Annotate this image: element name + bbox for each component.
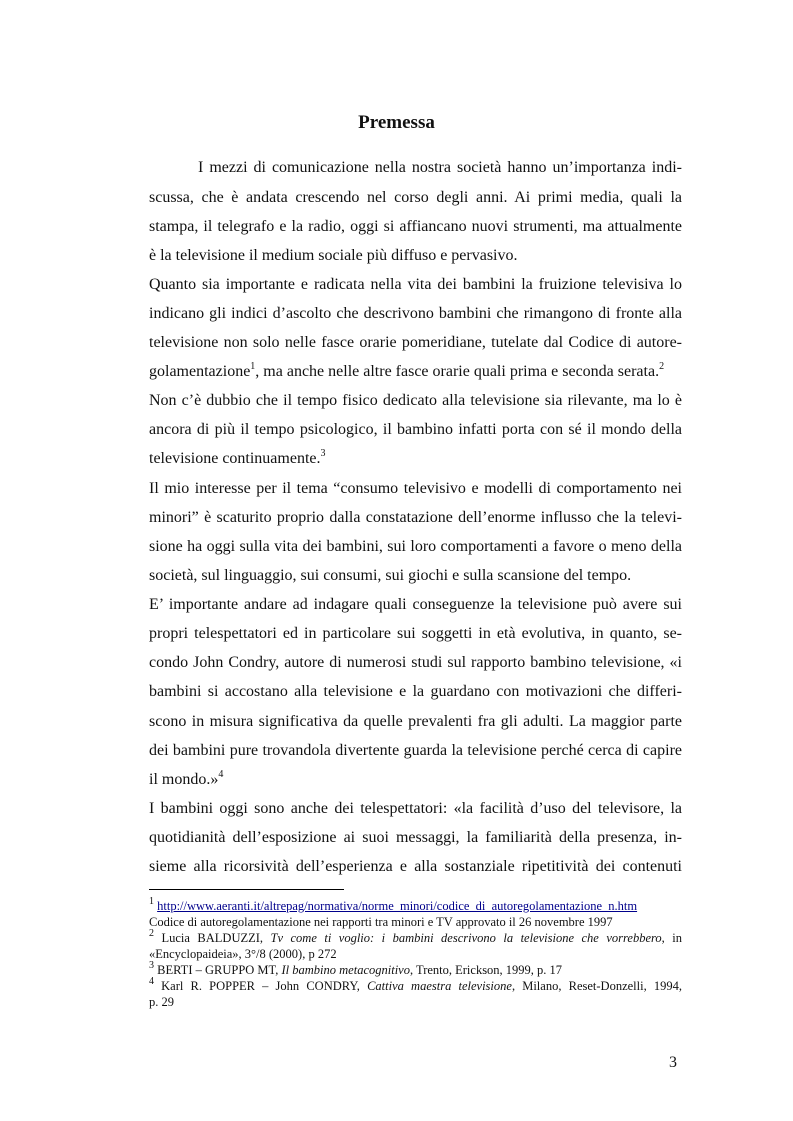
footnote-2 <box>149 927 682 946</box>
page-number: 3 <box>669 1054 677 1071</box>
body-line: società, sul linguaggio, sui consumi, sui giochi e sulla scansione del tempo. <box>149 567 632 584</box>
footnote-ref: 1 <box>250 360 256 372</box>
footnote-1 <box>149 895 682 914</box>
footnote-ref: 2 <box>659 360 665 372</box>
body-line: scono in misura significativa da quelle prevalenti fra gli adulti. La maggior parte <box>149 713 682 730</box>
body-line <box>149 448 682 470</box>
body-line: E’ importante andare ad indagare quali conseguenze la televisione può avere sui <box>149 596 682 613</box>
body-line: è la televisione il medium sociale più diffuso e pervasivo. <box>149 247 518 264</box>
footnote-3 <box>149 959 682 978</box>
body-line: sieme alla ricorsività dell’esperienza e alla sostanziale ripetitività dei contenuti <box>149 858 682 875</box>
body-line: stampa, il telegrafo e la radio, oggi si affiancano nuovi strumenti, ma attualmente <box>149 218 682 235</box>
footnote-ref: 4 <box>218 768 224 780</box>
text-run: , Trento, Erickson, 1999, p. 17 <box>409 963 563 977</box>
footnote-2-cont: «Encyclopaideia», 3°/8 (2000), p 272 <box>149 947 337 961</box>
text-run: Lucia BALDUZZI, <box>161 931 271 945</box>
footnote-1-text: Codice di autoregolamentazione nei rapporti tra minori e TV approvato il 26 novembre 1997 <box>149 915 613 929</box>
body-line: televisione non solo nelle fasce orarie pomeridiane, tutelate dal Codice di autore- <box>149 334 682 351</box>
body-line <box>149 769 682 791</box>
footnote-separator <box>149 889 344 890</box>
body-line: condo John Condry, autore di numerosi studi sul rapporto bambino televisione, «i <box>149 654 682 671</box>
footnote-number: 2 <box>149 927 154 939</box>
body-line: sione ha oggi sulla vita dei bambini, sui loro comportamenti a favore o meno della <box>149 538 682 555</box>
text-run: BERTI – GRUPPO MT, <box>157 963 282 977</box>
body-line: scussa, che è andata crescendo nel corso degli anni. Ai primi media, quali la <box>149 189 682 206</box>
footnote-link[interactable]: http://www.aeranti.it/altrepag/normativa/norme_minori/codice_di_autoregolamentazione_n.htm <box>157 899 638 913</box>
text-run-italic: Tv come ti voglio: i bambini descrivono la televisione che vorrebbero <box>270 931 662 945</box>
text-run: , Milano, Reset-Donzelli, 1994, <box>511 979 682 993</box>
text-run: golamentazione <box>149 363 251 380</box>
body-line: indicano gli indici d’ascolto che descrivono bambini che rimangono di fronte alla <box>149 305 682 322</box>
footnote-number: 1 <box>149 895 154 907</box>
body-line: dei bambini pure trovandola divertente guarda la televisione perché cerca di capire <box>149 742 682 759</box>
footnote-number: 4 <box>149 975 154 987</box>
body-line: quotidianità dell’esposizione ai suoi messaggi, la familiarità della presenza, in- <box>149 829 682 846</box>
page-title: Premessa <box>358 112 435 133</box>
footnote-4-cont: p. 29 <box>149 995 174 1009</box>
text-run-italic: Il bambino metacognitivo <box>281 963 410 977</box>
footnote-4 <box>149 975 682 994</box>
body-line <box>149 361 682 383</box>
text-run: , in <box>661 931 682 945</box>
body-line: propri telespettatori ed in particolare sui soggetti in età evolutiva, in quanto, se- <box>149 625 682 642</box>
body-line: Non c’è dubbio che il tempo fisico dedicato alla televisione sia rilevante, ma lo è <box>149 392 682 409</box>
text-run: televisione continuamente. <box>149 450 321 467</box>
footnote-number: 3 <box>149 959 154 971</box>
body-line: I bambini oggi sono anche dei telespettatori: «la facilità d’uso del televisore, la <box>149 800 682 817</box>
body-line: bambini si accostano alla televisione e la guardano con motivazioni che differi- <box>149 683 682 700</box>
body-line: Il mio interesse per il tema “consumo televisivo e modelli di comportamento nei <box>149 480 682 497</box>
text-run: il mondo.» <box>149 771 219 788</box>
text-run: Karl R. POPPER – John CONDRY, <box>161 979 368 993</box>
footnote-ref: 3 <box>320 447 326 459</box>
text-run: , ma anche nelle altre fasce orarie quali prima e seconda serata. <box>255 363 660 380</box>
body-line: I mezzi di comunicazione nella nostra società hanno un’importanza indi- <box>198 159 682 176</box>
body-line: minori” è scaturito proprio dalla constatazione dell’enorme influsso che la televi- <box>149 509 682 526</box>
body-line: ancora di più il tempo psicologico, il bambino infatti porta con sé il mondo della <box>149 421 682 438</box>
text-run-italic: Cattiva maestra televisione <box>367 979 512 993</box>
body-line: Quanto sia importante e radicata nella vita dei bambini la fruizione televisiva lo <box>149 276 682 293</box>
